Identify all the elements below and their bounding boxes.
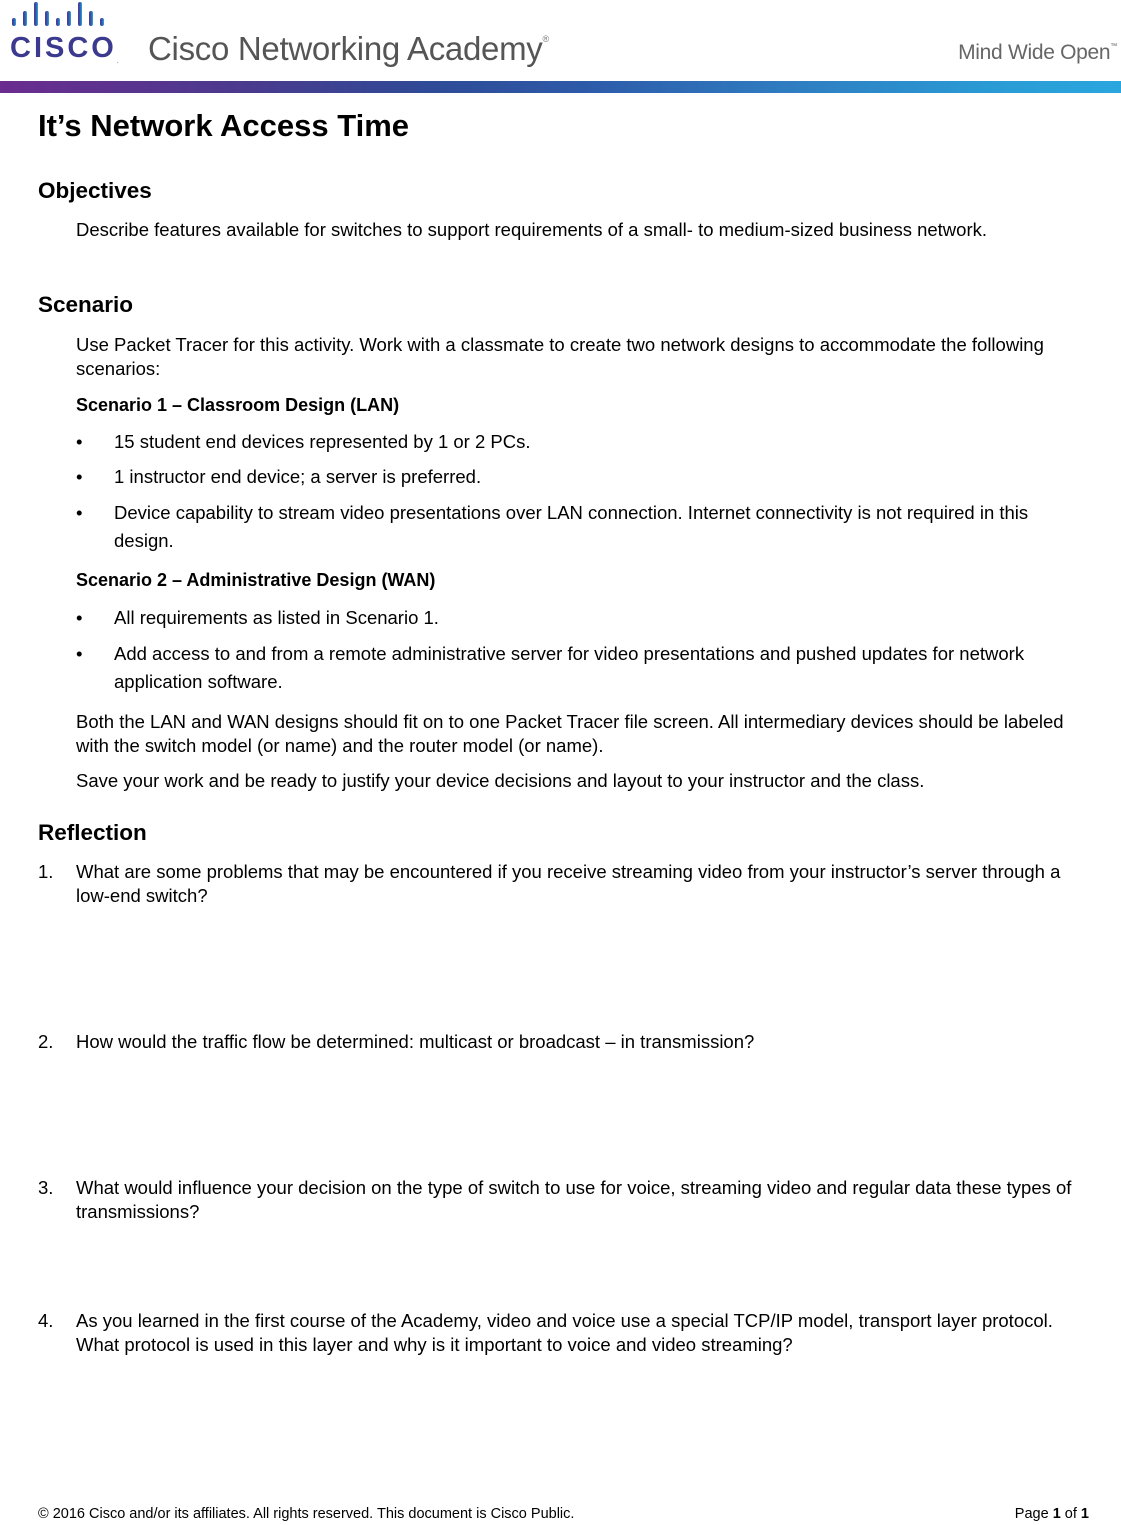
objectives-heading: Objectives (38, 178, 152, 203)
scenario2-bullet: • Add access to and from a remote administrative server for video presentations and pushed updates for network application software. (76, 643, 1025, 692)
reflection-question: 3. What would influence your decision on the type of switch to use for voice, streaming video and regular data these types of transmissions? (38, 1177, 1072, 1222)
scenario1-bullet: • Device capability to stream video presentations over LAN connection. Internet connectivity is not required in this design. (76, 502, 1029, 551)
page-number: Page 1 of 1 (1014, 1506, 1089, 1522)
reflection-question: 4. As you learned in the first course of the Academy, video and voice use a special TCP/IP model, transport layer protocol. What protocol is used in this layer and why is it important to voice and video streaming? (38, 1310, 1053, 1355)
save-work-paragraph: Save your work and be ready to justify your device decisions and layout to your instructor and the class. (76, 770, 925, 791)
objectives-text: Describe features available for switches to support requirements of a small- to medium-sized business network. (76, 219, 988, 240)
scenario2-heading: Scenario 2 – Administrative Design (WAN) (76, 570, 436, 590)
design-requirements-paragraph: Both the LAN and WAN designs should fit on to one Packet Tracer file screen. All intermediary devices should be labeled with the switch model (or name) and the router model (or name). (76, 711, 1064, 756)
academy-name: Cisco Networking Academy® (148, 30, 549, 67)
footer-copyright: © 2016 Cisco and/or its affiliates. All rights reserved. This document is Cisco Public. (38, 1506, 575, 1522)
scenario-intro: Use Packet Tracer for this activity. Work with a classmate to create two network designs to accommodate the following scenarios: (76, 334, 1044, 379)
cisco-bridge-logo-icon (12, 2, 112, 32)
reflection-question: 2. How would the traffic flow be determined: multicast or broadcast – in transmission? (38, 1031, 755, 1052)
page-title: It’s Network Access Time (38, 108, 410, 143)
tagline: Mind Wide Open™ (958, 41, 1117, 64)
page-header (0, 0, 1121, 94)
header-gradient-divider (0, 81, 1121, 93)
scenario1-bullet: • 15 student end devices represented by 1 or 2 PCs. (76, 431, 531, 452)
scenario-heading: Scenario (38, 292, 134, 317)
reflection-heading: Reflection (38, 820, 147, 845)
scenario1-heading: Scenario 1 – Classroom Design (LAN) (76, 395, 400, 415)
scenario2-bullet: • All requirements as listed in Scenario 1. (76, 607, 439, 628)
scenario1-bullet: • 1 instructor end device; a server is preferred. (76, 466, 482, 487)
reflection-question: 1. What are some problems that may be encountered if you receive streaming video from your instructor’s server through a low-end switch? (38, 861, 1061, 906)
cisco-wordmark: CISCO. (10, 32, 119, 65)
